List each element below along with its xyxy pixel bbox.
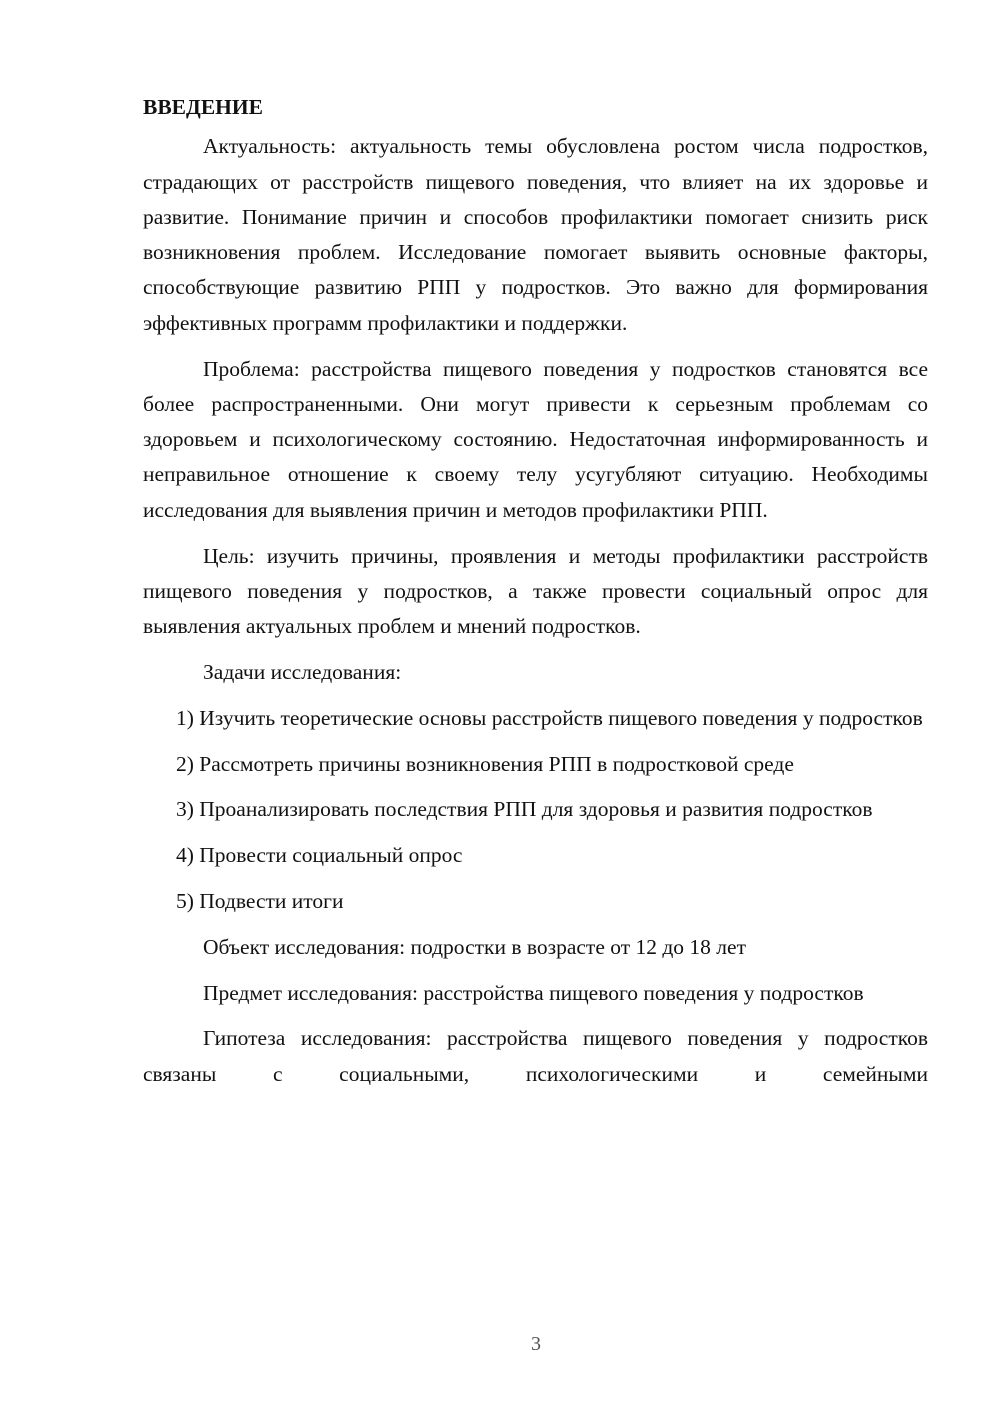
section-title: ВВЕДЕНИЕ	[143, 95, 263, 119]
paragraph-tasks-heading: Задачи исследования:	[203, 659, 402, 684]
page-content	[143, 90, 928, 1102]
task-item-4: 4) Провести социальный опрос	[176, 843, 463, 868]
task-item-3: 3) Проанализировать последствия РПП для здоровья и развития подростков	[176, 797, 873, 822]
task-item-2: 2) Рассмотреть причины возникновения РПП в подростковой среде	[176, 751, 794, 776]
paragraph-hypothesis: Гипотеза исследования: расстройства пищевого поведения у подростков связаны с социальными, психологическими и семейными	[143, 1026, 928, 1086]
paragraph-subject: Предмет исследования: расстройства пищевого поведения у подростков	[203, 980, 864, 1005]
paragraph-problem: Проблема: расстройства пищевого поведения у подростков становятся все более распространенными. Они могут привести к серьезным проблемам со здоровьем и психологическому состоянию. Недостаточная информированность и неправильное отношение к своему телу усугубляют ситуацию. Необходимы исследования для выявления причин и методов профилактики РПП.	[143, 356, 928, 522]
paragraph-goal: Цель: изучить причины, проявления и методы профилактики расстройств пищевого поведения у подростков, а также провести социальный опрос для выявления актуальных проблем и мнений подростков.	[143, 543, 928, 639]
task-item-5: 5) Подвести итоги	[176, 888, 344, 913]
task-item-1: 1) Изучить теоретические основы расстройств пищевого поведения у подростков	[176, 705, 923, 730]
paragraph-object: Объект исследования: подростки в возрасте от 12 до 18 лет	[203, 934, 746, 959]
page-number: 3	[531, 1333, 541, 1355]
paragraph-relevance: Актуальность: актуальность темы обусловлена ростом числа подростков, страдающих от расстройств пищевого поведения, что влияет на их здоровье и развитие. Понимание причин и способов профилактики помогает снизить риск возникновения проблем. Исследование помогает выявить основные факторы, способствующие развитию РПП у подростков. Это важно для формирования эффективных программ профилактики и поддержки.	[143, 134, 928, 335]
